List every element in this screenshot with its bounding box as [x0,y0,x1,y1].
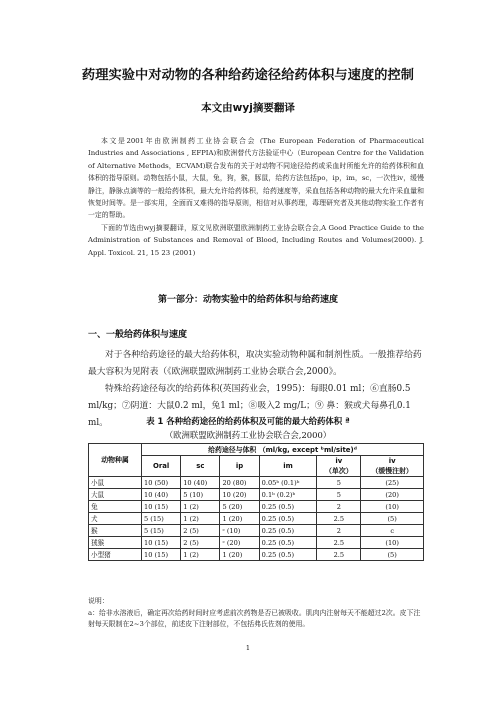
abstract-paragraph: 本文是2001年由欧洲制药工业协会联合会 (The European Federation of Pharmaceutical Industries and Associations , EFPIA)和欧洲替代方法验证中心（European Centre for the Validation of Alternative Methods，ECVAM)联合发布的关于对动物不同途径给药或采血时所能允许的给药体积和血体积的指导原则。动物包括小鼠，大鼠，兔，狗，猴，豚鼠，给药方法包括po，ip，im，sc，一次性iv，缓慢静注，静脉点滴等的一般给药体积，最大允许给药体积，给药速度等，采血包括各种动物的最大允许采血量和恢复时间等。是一部实用，全面而又难得的指导原则，相信对从事药理，毒理研究者及其他动物实验工作者有一定的帮助。 [88,137,424,220]
table-caption-title: 表 1 各种给药途径的给药体积及可能的最大给药体积 ª [146,416,350,426]
table-cell: 0.25 (0.5) [259,525,317,537]
table-cell: 2 [317,501,361,513]
table-cell: 5 [317,489,361,501]
table-cell: 5 (20) [220,501,259,513]
table-cell: 2.5 [317,537,361,549]
table-cell: (25) [361,477,424,489]
column-header: sc [181,456,220,477]
species-cell: 兔 [89,501,142,513]
table-cell: ᶜ (10) [220,525,259,537]
table-cell: 5 (15) [142,525,181,537]
table-cell: 2 (5) [181,537,220,549]
table-cell: 1 (2) [181,513,220,525]
part-title: 第一部分：动物实验中的给药体积与给药速度 [157,295,338,305]
table-row [89,489,424,501]
table-cell: (10) [361,501,424,513]
notes-label: 说明： [88,597,109,605]
table-cell: 5 [317,477,361,489]
table-cell: 2 (5) [181,525,220,537]
document-title: 药理实验中对动物的各种给药途径给药体积与速度的控制 [81,68,415,83]
column-header: Oral [142,456,181,477]
table-cell: 10 (40) [181,477,220,489]
table-cell: 10 (15) [142,501,181,513]
table-cell: 5 (10) [181,489,220,501]
table-cell: 5 (15) [142,513,181,525]
table-cell: 0.1ᵇ (0.2)ᵇ [259,489,317,501]
table-cell: 10 (15) [142,549,181,561]
table-row [89,525,424,537]
abstract-reference-paragraph: 下面的节选由wyj摘要翻译，原文见欧洲联盟欧洲制药工业协会联合会,A Good Practice Guide to the Administration of Substances and Removal of Blood, Including Routes and Volumes(2000). J. Appl. Toxicol. 21, 15 23 (2001) [88,223,424,257]
table-row [89,549,424,561]
table-cell: 20 (80) [220,477,259,489]
table-cell: (5) [361,549,424,561]
table-cell: 0.25 (0.5) [259,513,317,525]
body-paragraph: 对于各种给药途径的最大给药体积，取决实验动物种属和制剂性质。一般推荐给药最大容积为见附表（《欧洲联盟欧洲制药工业协会联合会,2000》。 [88,350,422,377]
table-cell: 2.5 [317,513,361,525]
page-number: 1 [245,644,251,652]
table-row [89,501,424,513]
section-heading: 一、一般给药体积与速度 [88,330,188,340]
table-notes [88,596,424,631]
table-cell: (20) [361,489,424,501]
species-header: 动物种属 [89,444,142,477]
route-group-header: 给药途径与体积 （ml/kg, except ᵇml/site)ᵈ [142,444,424,456]
table-cell: 10 (40) [142,489,181,501]
table-cell: (5) [361,513,424,525]
document-subtitle: 本文由wyj摘要翻译 [201,102,295,114]
table-cell: 0.05ᵇ (0.1)ᵇ [259,477,317,489]
table-cell: 10 (50) [142,477,181,489]
species-cell: 猴 [89,525,142,537]
table-cell: 1 (2) [181,549,220,561]
species-cell: 大鼠 [89,489,142,501]
table-cell: c [361,525,424,537]
table-cell: 10 (20) [220,489,259,501]
table-cell: 1 (20) [220,513,259,525]
column-header: ip [220,456,259,477]
table-cell: (10) [361,537,424,549]
table-caption-source: （欧洲联盟欧洲制药工业协会联合会,2000） [164,430,332,440]
abstract [88,135,424,259]
table-row [89,477,424,489]
table-row [89,513,424,525]
species-cell: 狨猴 [89,537,142,549]
table-caption [0,414,496,442]
body-paragraph: 特殊给药途径每次的给药体积(英国药业会，1995)：每眼0.01 ml；⑥直肠0.5 ml/kg；⑦阴道：大鼠0.2 ml，兔1 ml；⑧吸入2 mg/L；⑨ 鼻：猴或犬每鼻孔0.1 ml。 [88,384,411,428]
table-cell: 0.25 (0.5) [259,549,317,561]
table-cell: 2 [317,525,361,537]
table-cell: 1 (20) [220,549,259,561]
dose-volume-table [88,443,424,561]
column-header: im [259,456,317,477]
species-cell: 小鼠 [89,477,142,489]
table-cell: 10 (15) [142,537,181,549]
column-header: iv （缓慢注射） [361,456,424,477]
species-cell: 犬 [89,513,142,525]
column-header: iv （单次） [317,456,361,477]
species-cell: 小型猪 [89,549,142,561]
table-cell: 2.5 [317,549,361,561]
table-cell: 0.25 (0.5) [259,501,317,513]
note-a: a：给非水溶液后，确定再次给药时间时应考虑前次药物是否已被吸收。肌肉内注射每天不能超过2次。皮下注射每天限制在2~3个部位，前述皮下注射部位，不包括弗氏佐剂的使用。 [88,608,421,628]
table-cell: ᶜ (20) [220,537,259,549]
table-body [89,477,424,561]
table-cell: 0.25 (0.5) [259,537,317,549]
table-cell: 1 (2) [181,501,220,513]
table-row [89,537,424,549]
